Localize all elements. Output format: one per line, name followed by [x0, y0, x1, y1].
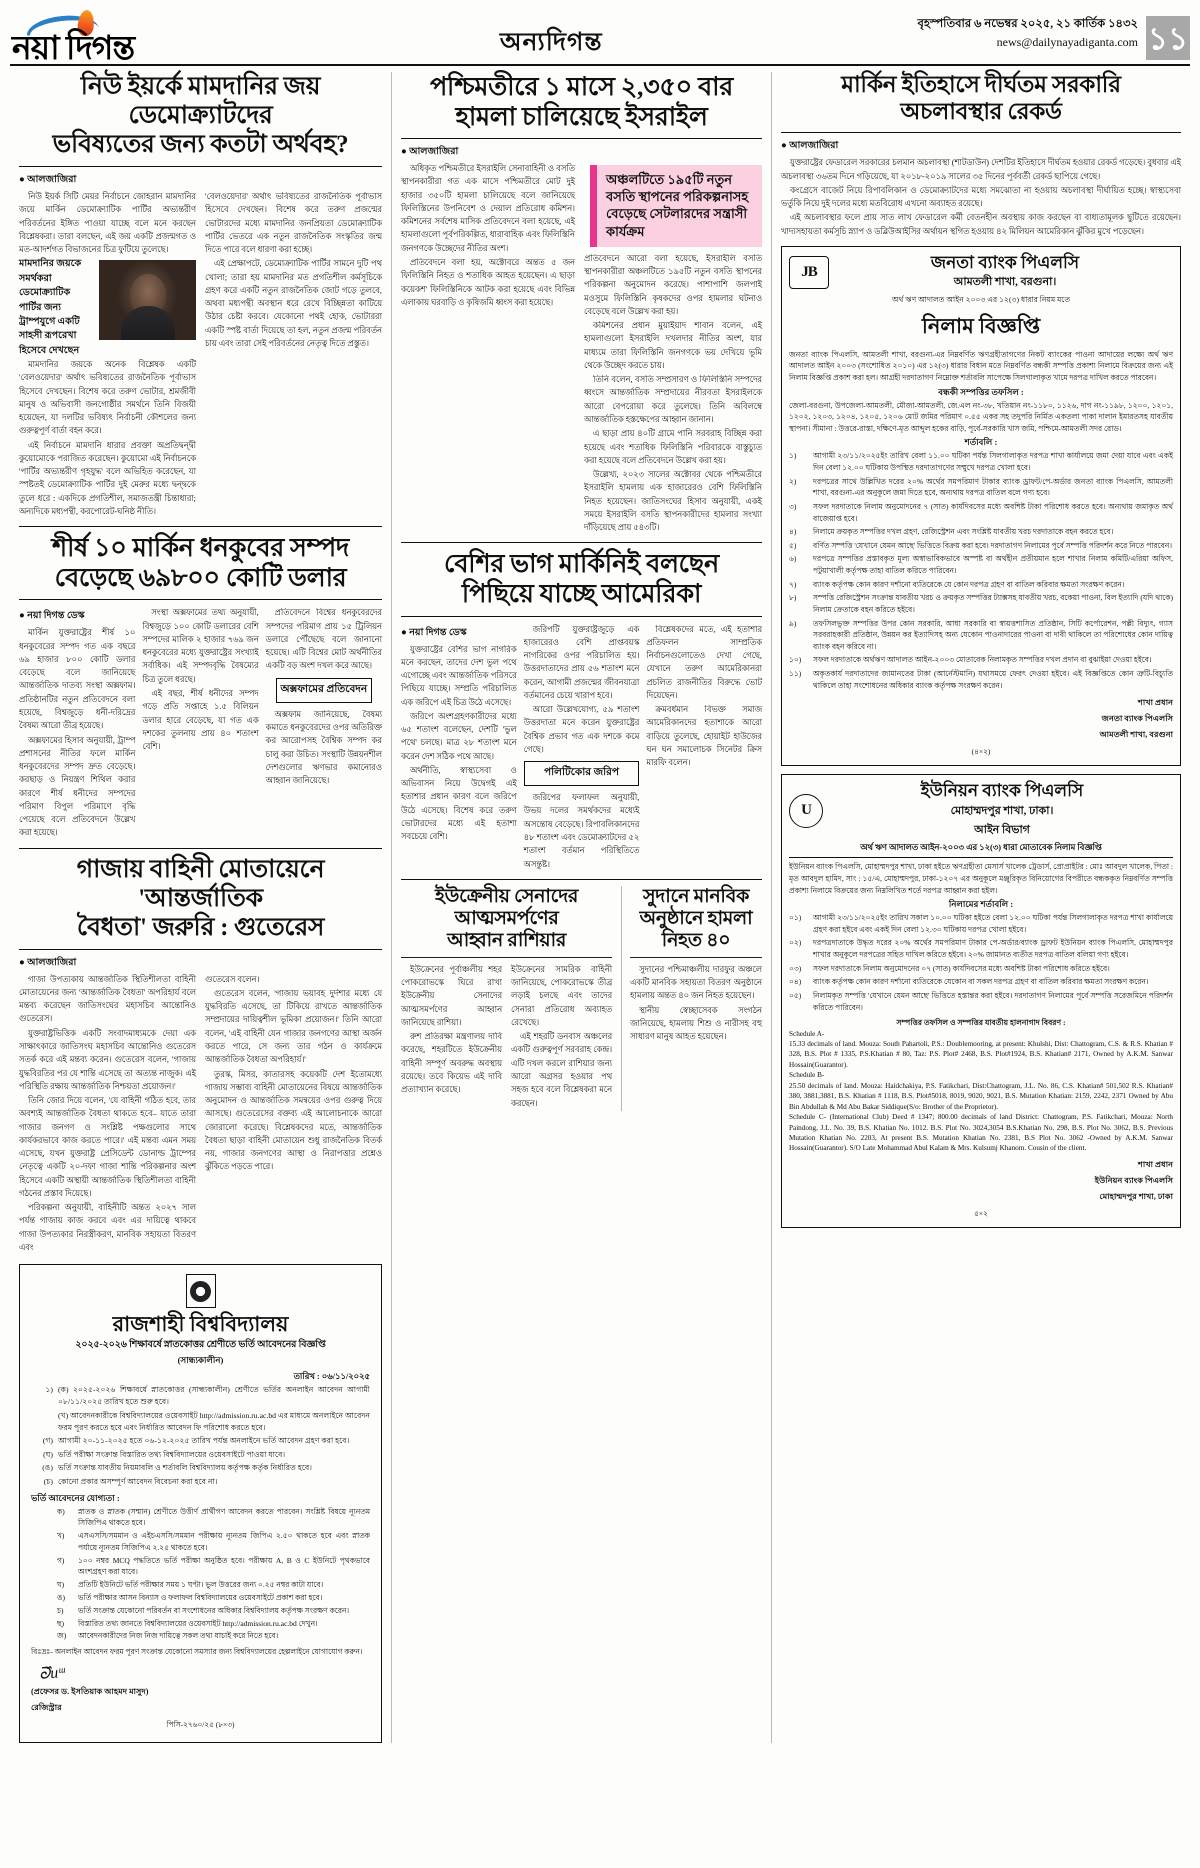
ad-section-title: ভর্তি আবেদনের যোগ্যতা : [31, 1492, 120, 1503]
column-1 [10, 72, 391, 1743]
section-divider [401, 879, 762, 880]
schedule-line: 25.50 decimals of land. Mouza: Haidchakiya, P.S. Fatikchari, Dist:Chattogram, J.L. No. 86, C.S. Khatian# 501,502 R.S. Khatian# 380, 3881,3881, B.S. Khatian # 1118, B.S. Plot#5018, 8019, 9020, 9021, B.S. Mutation Khatian: 2159, 2242, 2371 Owned by Abu Bin Abdullah & Md Abu Bakar Siddique(S/o: Brother of the Proprietor). [789, 1081, 1173, 1111]
list-item: ৬) দরপত্রে সম্পত্তির প্রস্তাবকৃত মূল্য অস্বাভাবিকভাবে অস্পষ্ট বা অর্থহীন প্রতীয়মান হলে শাখার নিলাম কমিটি/এরিয়া অফিস, পটুয়াখালী কর্তৃপক্ষ তাহা বাতিল করিতে পারিবেন। [789, 554, 1173, 576]
signature-sub-2: মোহাম্মদপুর শাখা, ঢাকা [1099, 1191, 1173, 1201]
ad-title: নিলাম বিজ্ঞপ্তি [921, 313, 1041, 338]
headline-line-3: নিহত ৪০ [661, 929, 731, 951]
dateline: বৃহস্পতিবার ৬ নভেম্বর ২০২৫, ২১ কার্তিক ১৪৩২ [917, 18, 1138, 30]
paragraph: প্রতিবেদনে আরো বলা হয়েছে, ইসরাইলি বসতি স্থাপনকারীরা অঞ্চলটিতে ১৯৫টি নতুন বসতি স্থাপনের পরিকল্পনা অনুমোদন করেছে। পাশাপাশি জলপাই মওসুমে ফিলিস্তিনি কৃষকদের ওপর হামলার ঘটনাও বেড়েছে বলে উল্লেখ করা হয়। [584, 253, 762, 316]
paragraph: যুক্তরাষ্ট্রের ফেডারেল সরকারের চলমান অচলাবস্থা (শাটডাউন) দেশটির ইতিহাসে দীর্ঘতম হওয়ার রেকর্ড গড়েছে। বুধবার এই অচলাবস্থা ৩৬তম দিনে গড়িয়েছে, যা ২০১৮-২০১৯ সালের ৩৫ দিনের পূর্ববর্তী রেকর্ড ছাপিয়ে গেছে। [781, 158, 1181, 181]
section-divider [19, 848, 382, 849]
headline-line-2: বৈধতা' জরুরি : গুতেরেস [76, 913, 325, 941]
paragraph: মার্কিন যুক্তরাষ্ট্রের শীর্ষ ১০ ধনকুবেরের সম্পদ গত এক বছরে ৬৯ হাজার ৮০০ কোটি ডলার বেড়েছে বলে জানিয়েছে আন্তর্জাতিক দাতব্য সংস্থা অক্সফাম। প্রতিষ্ঠানটির নতুন প্রতিবেদনে বলা হয়েছে, বিশ্বজুড়ে ধনী-দরিদ্রের বৈষম্য আরো তীব্র হয়েছে। [19, 628, 136, 731]
headline-line-2: অচলাবস্থার রেকর্ড [900, 98, 1062, 124]
photo-caption: মামদানির জয়কে সমর্থকরা ডেমোক্র্যাটিক পার্টির জন্য ট্রাম্পযুগে একটি সাহসী রূপরেখা হিসেবে দেখছেন [19, 258, 82, 356]
signature-glyph: ᘐ᷈ᴎᵚ [38, 1664, 66, 1684]
body-col-b [205, 973, 382, 1256]
paragraph: সংস্থা অক্সফামের তথ্য অনুযায়ী, বিশ্বজুড়ে ১০০ কোটি ডলারের বেশি সম্পদের মালিক ২ হাজার ৭৬৯ জন ধনকুবেরের মধ্যে যুক্তরাষ্ট্রের সংখ্যাই সর্বাধিক। এই সম্পদবৃদ্ধি বৈষম্যের চিত্র তুলে ধরছে। [142, 608, 259, 684]
ad-terms-heading: শর্তাবলি : [964, 437, 998, 448]
contact-email[interactable]: news@dailynayadiganta.com [996, 35, 1138, 50]
janata-bank-logo-icon: JB [789, 256, 829, 289]
list-item: খ) এসএসসি/সমমান ও এইচএসসি/সমমান পরীক্ষায় ন্যূনতম জিপিএ ২.৫০ থাকতে হবে এবং স্নাতক পর্যায়ে ন্যূনতম সিজিপিএ ২.২৫ থাকতে হবে। [57, 1531, 370, 1552]
body-col-c [646, 623, 762, 872]
logo-text: নয়া দিগন্ত [12, 31, 135, 67]
list-item: ১) আগামী ২৩/১১/২০২৫ইং তারিখ বেলা ১১.০০ ঘটিকা পর্যন্ত সিলগালাকৃত দরপত্র শাখা কার্যালয়ে জমা দেয়া যাবে এবং একই দিন বেলা ১২.০০ ঘটিকায় উপস্থিত দরদাতাগণের সম্মুখে দরপত্র খোলা হবে। [789, 451, 1173, 473]
paragraph: উল্লেখ্য, ২০২৩ সালের অক্টোবর থেকে পশ্চিমতীরে ইসরাইলি হামলায় এক হাজারেরও বেশি ফিলিস্তিনি নিহত হয়েছেন। জাতিসংঘের হিসাব অনুযায়ী, একই সময়ে ইসরাইলি বসতি স্থাপনকারীদের হামলার সংখ্যা দাঁড়িয়েছে প্রায় ৫৪৩টি। [584, 470, 762, 533]
paragraph: 'বেলওয়েদার' অর্থাৎ ভবিষ্যতের রাজনৈতিক পূর্বাভাস হিসেবে দেখছেন। বিশেষ করে তরুণ প্রজন্মের ভোটারদের মধ্যে মামদানির জনপ্রিয়তা ডেমোক্র্যাটিক পার্টির ভেতরে এক নতুন রাজনৈতিক সংস্কৃতির জন্ম দিতে পারে বলে ধারণা করা হচ্ছে। [205, 192, 382, 255]
paragraph: জরিপে অংশগ্রহণকারীদের মধ্যে ৬৫ শতাংশ বলেছেন, দেশটি 'ভুল পথে' চলছে। মাত্র ২৮ শতাংশ মনে করেন দেশ সঠিক পথে আছে। [401, 711, 517, 761]
body-col-b [511, 963, 612, 1111]
ad-header-text [837, 253, 1173, 292]
ad-subtitle: ২০২৫-২০২৬ শিক্ষাবর্ষে স্নাতকোত্তর শ্রেণীতে ভর্তি আবেদনের বিজ্ঞপ্তি [75, 1340, 326, 1351]
body-col-c [266, 606, 382, 840]
signature-name: (প্রফেসর ড. ইসতিয়াক আহমদ মাসুদ) [31, 1687, 149, 1697]
list-item: (গ) আগামী ২০-১১-২০২৫ হতে ০৬-১২-২০২৫ তারিখ পর্যন্ত অনলাইনে ভর্তি আবেদন গ্রহণ করা হবে। [42, 1436, 350, 1446]
body-col-a [401, 963, 502, 1111]
headline-line-2: অনুষ্ঠানে হামলা [639, 907, 753, 929]
paragraph: যুক্তরাষ্ট্রভিত্তিক একটি সংবাদমাধ্যমকে দেয়া এক সাক্ষাৎকারে জাতিসংঘ মহাসচিব আন্তোনিও গুতেরেস সতর্ক করে এই মন্তব্য করেন। গুতেরেস বলেন, 'গাজায় যুদ্ধবিরতির পর যে শান্তি এসেছে তা অত্যন্ত নাজুক। এই পরিস্থিতি রক্ষায় আন্তর্জাতিক নিশ্চয়তা প্রয়োজন।' [19, 1028, 196, 1091]
article-headline [781, 72, 1181, 125]
paragraph: বিশ্লেষকদের মতে, এই হতাশার প্রতিফলন সাম্প্রতিক নির্বাচনগুলোতেও দেখা গেছে, যেখানে তরুণ আমেরিকানরা প্রচলিত রাজনীতির বিরুদ্ধে ভোট দিয়েছেন। [646, 624, 763, 700]
paragraph: অক্সফাম জানিয়েছে, বৈষম্য কমাতে ধনকুবেরদের ওপর অতিরিক্ত কর আরোপসহ বৈশ্বিক সম্পদ কর চালু করা উচিত। সংস্থাটি উন্নয়নশীল দেশগুলোর ঋণভার কমানোরও আহ্বান জানিয়েছে। [265, 709, 382, 786]
list-item: ৯) তফসিলভুক্ত সম্পত্তির উপর কোন সরকারি, আধা সরকারি বা স্বায়ত্তশাসিত প্রতিষ্ঠান, সিটি কর্পোরেশন, পল্লী বিদ্যুৎ, গ্যাস সরবরাহকারী প্রতিষ্ঠান, উন্নয়ন কর ইত্যাদিসহ অন্য যেকোন পাওনাদারের পাওনা বা দাবী থাকিলে তা পরিশোধের কোন দায়িত্ব ব্যাংক বহন করিবে না। [789, 618, 1173, 651]
ad-signature [789, 697, 1173, 742]
byline: ● আলজাজিরা [19, 174, 77, 185]
list-item: ১) (ক) ২০২৫-২০২৬ শিক্ষাবর্ষে স্নাতকোত্তর (সান্ধ্যকালীন) শ্রেণীতে ভর্তির অনলাইন আবেদন আগামী ০৮/১১/২০২৫ তারিখ হতে শুরু হবে। [45, 1385, 370, 1407]
paragraph: তুরস্ক, মিসর, কাতারসহ কয়েকটি দেশ ইতোমধ্যে গাজায় সম্ভাব্য বাহিনী মোতায়েনের বিষয়ে আন্তর্জাতিক অনুমোদন ও আন্তর্জাতিক সমন্বয়ের ওপর গুরুত্ব দিয়ে আসছে। গুতেরেসের বক্তব্য এই আলোচনাকে আরো জোরালো করেছে। বিশ্লেষকদের মতে, আন্তর্জাতিক বৈধতা ছাড়া বাহিনী মোতায়েন শুধু রাজনৈতিক বিতর্ক নয়, গাজার জনগণের আস্থা ও নিরাপত্তার প্রশ্নেও ঝুঁকিতে পড়তে পারে। [205, 1069, 382, 1172]
article-headline [401, 886, 612, 952]
kicker-tag: অক্সফামের প্রতিবেদন [276, 678, 373, 703]
list-item: ৮) সম্পত্তি রেজিস্ট্রেশন সংক্রান্ত যাবতীয় খরচ ও ক্রয়কৃত সম্পত্তির ট্যাক্সসহ যাবতীয় খরচ, বকেয়া পাওনা, বিল ইত্যাদি (যদি থাকে) নিলাম ক্রেতাকে বহন করিতে হইবে। [789, 593, 1173, 614]
paragraph: আরো উল্লেখযোগ্য, ৫৯ শতাংশ উত্তরদাতা মনে করেন যুক্তরাষ্ট্রের বৈশ্বিক প্রভাব গত এক দশকে কমে গেছে। [523, 705, 640, 754]
byline: ● আলজাজিরা [401, 146, 459, 158]
article-headline [630, 886, 762, 952]
ad-branch-dept: আইন বিভাগ [974, 823, 1030, 836]
paragraph: জরিপের ফলাফল অনুযায়ী, উভয় দলের সমর্থকদের মধ্যেই অসন্তোষ বেড়েছে। রিপাবলিকানদের ৪৮ শতাংশ এবং ডেমোক্র্যাটদের ৫২ শতাংশ বর্তমান পরিস্থিতিতে অসন্তুষ্ট। [523, 793, 640, 869]
ad-subtitle-2: (সান্ধ্যকালীন) [177, 1355, 224, 1366]
list-item: (ঘ) ভর্তি পরীক্ষা সংক্রান্ত বিস্তারিত তথ্য বিশ্ববিদ্যালয়ের ওয়েবসাইটে পাওয়া যাবে। [43, 1449, 286, 1459]
paragraph: প্রতিবেদনে বিশ্বের ধনকুবেরদের সম্পদের পরিমাণ প্রায় ১৫ ট্রিলিয়ন ডলারে পৌঁছেছে বলে জানানো হয়েছে। এটি বিশ্বের মোট অর্থনীতির একটি বড় অংশ দখল করে আছে। [265, 608, 382, 671]
list-item: ১০) সফল দরদাতাকে অর্থঋণ আদালত আইন-২০০৩ মোতাবেক নিলামকৃত সম্পত্তির দখল প্রদান বা বুঝাইয়া দেওয়া হইবে। [789, 655, 1152, 665]
body-col-b [524, 623, 640, 872]
headline-rule [19, 166, 382, 167]
headline-rule [401, 138, 762, 139]
article-headline [401, 549, 762, 608]
ad-divider [789, 857, 1173, 858]
headline-line-2: ভবিষ্যতের জন্য কতটা অর্থবহ? [52, 131, 349, 158]
list-item: (ঙ) ভর্তি সংক্রান্ত যাবতীয় নিয়মাবলি ও শর্তাবলি বিশ্ববিদ্যালয় কর্তৃপক্ষ কর্তৃক নির্ধারিত হবে। [42, 1463, 313, 1473]
paragraph: জরিপটি যুক্তরাষ্ট্রজুড়ে এক হাজারেরও বেশি প্রাপ্তবয়স্ক নাগরিকের ওপর পরিচালিত হয়। উত্তরদাতাদের প্রায় ৫৬ শতাংশ মনে করেন, আগামী প্রজন্মের জীবনযাত্রা বর্তমানের চেয়ে খারাপ হবে। [523, 624, 640, 700]
byline: ● আলজাজিরা [781, 140, 839, 152]
ad-header [789, 253, 1173, 292]
ad-footer-code: ৫×২ [974, 1208, 988, 1218]
schedule-line: Schedule C- (International Club) Deed # 1347; 800.00 decimals of land District: Chattogram, P.S. Fatikchari, Mouza: North Paindong, J.L. No. 39, B.S. Khatian No. 1012. B.S. Plot No. 3024,3054 B.S.Khatian No. 298, B.S. Plot No. 3062, B.S. Previous Mutation Khatian No. 2203, At present B.S. Mutation Khatian No. 2381, B.S Plot No. 3062 -Owned by A.K.M. Sanwar Hossain(Guarantor). S/O Late Mohammad Abul Kalam & Mrs. Kulsumj Khanom. Cousin of the client. [789, 1113, 1173, 1153]
headline-line-1: শীর্ষ ১০ মার্কিন ধনকুবের সম্পদ [52, 533, 349, 563]
list-item: ৩) সফল দরদাতাকে নিলাম অনুমোদনের ৭ (সাত) কার্যদিবসের মধ্যে অবশিষ্ট টাকা পরিশোধ করতে হবে। অন্যথায় জমাকৃত অর্থ বাজেয়াপ্ত হবে। [789, 501, 1173, 523]
article-headline [19, 533, 382, 592]
ad-branch: মোহাম্মদপুর শাখা, ঢাকা। [950, 804, 1054, 817]
article-body [19, 190, 382, 519]
article-ukraine [401, 886, 612, 1111]
article-guterres [19, 855, 382, 1256]
list-item: গ) ১০০ নম্বর MCQ পদ্ধতিতে ভর্তি পরীক্ষা অনুষ্ঠিত হবে। পরীক্ষায় A, B ও C ইউনিটে পৃথকভাবে অংশগ্রহণ করা যাবে। [57, 1555, 370, 1576]
masthead [10, 8, 1190, 67]
ad-bank-name: ইউনিয়ন ব্যাংক পিএলসি [920, 781, 1084, 801]
ad-branch: আমতলী শাখা, বরগুনা। [953, 276, 1057, 289]
headline-rule [630, 957, 762, 958]
ad-institution-name: রাজশাহী বিশ্ববিদ্যালয় [112, 1312, 289, 1337]
ad-footer-code: পিসি-২৭৬০/২৫ (৮×৩) [166, 1720, 235, 1730]
kicker-tag: পলিটিকোর জরিপ [524, 761, 640, 786]
paragraph: অক্সফামের হিসাব অনুযায়ী, ট্রাম্প প্রশাসনের নীতির ফলে মার্কিন ধনকুবেরদের সম্পদ দ্রুত বেড়েছে। করছাড় ও নিয়ন্ত্রণ শিথিল করার কারণে শীর্ষ ধনীদের সম্পদের পরিমাণ বিপুল পরিমাণে বৃদ্ধি পেয়েছে বলে প্রতিবেদনে উল্লেখ করা হয়েছে। [19, 735, 136, 838]
article-headline [401, 72, 762, 131]
article-shutdown [781, 72, 1181, 238]
masthead-right [918, 8, 1190, 60]
ad-terms-list [31, 1384, 370, 1488]
paragraph: কংগ্রেসে বাজেট নিয়ে রিপাবলিকান ও ডেমোক্র্যাটদের মধ্যে সমঝোতা না হওয়ায় অচলাবস্থা দীর্ঘায়িত হচ্ছে। স্বাস্থ্যসেবা ভর্তুকি নিয়ে দুই দলের মধ্যে মতবিরোধ এখনো অব্যাহত রয়েছে। [781, 185, 1181, 209]
paragraph: এই নির্বাচনে মামদানি ধারার প্রবক্তা অপ্রতিদ্বন্দ্বী কুয়োমোকে পরাজিত করেছেন। কুয়োমো এই নির্বাচনকে 'পার্টির অভ্যন্তরীণ গৃহযুদ্ধ' বলে অভিহিত করেছেন, যা স্পষ্টতই ডেমোক্র্যাটিক পার্টির দুই মেরুর মধ্যে দ্বন্দ্বকে তুলে ধরে : একদিকে প্রগতিশীল, সমাজতন্ত্রী চিন্তাধারা; অন্যদিকে মধ্যপন্থী, করপোরেট-ঘনিষ্ঠ নীতি। [19, 440, 196, 516]
body-col-a [19, 606, 135, 840]
headline-line-1: ইউক্রেনীয় সেনাদের আত্মসমর্পণের [434, 885, 579, 929]
list-item: ০৩) সফল দরদাতাকে নিলাম অনুমোদনের ০৭ (সাত) কার্যদিবসের মধ্যে অবশিষ্ট টাকা পরিশোধ করিতে হইবে। [789, 963, 1110, 973]
article-headline [19, 855, 382, 942]
small-stories-row [401, 886, 762, 1111]
ad-eligibility-list [31, 1506, 370, 1642]
paragraph: তিনি বলেন, বসতি সম্প্রসারণ ও ফিলিস্তিনি সম্পদের ধ্বংসে আন্তর্জাতিক সম্প্রদায়ের নীরবতা ইসরাইলকে আরো বেপরোয়া করে তুলেছে। তিনি অবিলম্বে আন্তর্জাতিক হস্তক্ষেপের আহ্বান জানান। [584, 375, 762, 424]
article-sudan [621, 886, 762, 1111]
paragraph: স্থানীয় স্বেচ্ছাসেবক সংগঠন জানিয়েছে, হামলায় শিশু ও নারীসহ বহু সাধারণ মানুষ আহত হয়েছেন। [630, 1005, 762, 1042]
signature-sub: ইউনিয়ন ব্যাংক পিএলসি [1094, 1175, 1173, 1185]
byline: ● নয়া দিগন্ত ডেস্ক [19, 610, 85, 622]
paragraph: পরিকল্পনা অনুযায়ী, বাহিনীটি অন্তত ২০২৭ সাল পর্যন্ত গাজায় কাজ করবে এবং এর দায়িত্বে থাকবে গাজা উপত্যকার নিরস্ত্রীকরণ, মানবিক সহায়তা বিতরণ এবং [19, 1203, 196, 1252]
article-westbank [401, 72, 762, 535]
ad-schedule-en [789, 1029, 1173, 1154]
list-item: ঙ) ভর্তি পরীক্ষার আসন বিন্যাস ও ফলাফল বিশ্ববিদ্যালয়ের ওয়েবসাইটে প্রকাশ করা হবে। [57, 1592, 323, 1602]
ad-note: বিঃদ্রঃ- অনলাইন আবেদন ফরম পূরণ সংক্রান্ত যেকোনো সমস্যার জন্য বিশ্ববিদ্যালয়ের হেল্পলাইনে যোগাযোগ করুন। [31, 1646, 363, 1656]
ad-law-reference: অর্থ ঋণ আদালত আইন-২০০৩ এর ১২(৩) ধারা মোতাবেক নিলাম বিজ্ঞপ্তি [860, 842, 1102, 852]
ad-terms-heading: নিলামের শর্তাবলি : [948, 899, 1014, 910]
headline-rule [401, 957, 612, 958]
paragraph: রুশ প্রতিরক্ষা মন্ত্রণালয় দাবি করেছে, শহরটিতে ইউক্রেনীয় বাহিনী সম্পূর্ণ অবরুদ্ধ অবস্থায় রয়েছে। তবে কিয়েভ এই দাবি প্রত্যাখ্যান করেছে। [401, 1032, 503, 1095]
column-3 [771, 72, 1190, 1743]
paragraph: এই শহরটি ডনবাস অঞ্চলের একটি গুরুত্বপূর্ণ সরবরাহ কেন্দ্র। এটি দখল করলে রাশিয়ার জন্য আরো অগ্রসর হওয়ার পথ সহজ হবে বলে বিশ্লেষকরা মনে করছেন। [511, 1032, 613, 1108]
ad-union-bank [781, 774, 1181, 1228]
ad-terms-list [789, 912, 1173, 1013]
headline-rule [19, 599, 382, 600]
article-photo [99, 260, 196, 340]
headline-line-1: মার্কিন ইতিহাসে দীর্ঘতম সরকারি [841, 72, 1121, 97]
headline-line-1: পশ্চিমতীরে ১ মাসে ২,৩৫০ বার [430, 72, 733, 101]
paragraph: গুতেরেস বলেন, 'গাজায় ভয়াবহ দুর্দশার মধ্যে যে যুদ্ধবিরতি এসেছে, তা টিকিয়ে রাখতে আন্তর্জাতিক সম্প্রদায়ের দায়িত্বশীল ভূমিকা প্রয়োজন।' তিনি আরো বলেন, 'এই বাহিনী যেন গাজার জনগণের আস্থা অর্জন করতে পারে, সে জন্য তার গঠন ও কার্যক্রমে আন্তর্জাতিক বৈধতা অপরিহার্য।' [205, 988, 382, 1065]
ad-signature [31, 1665, 370, 1715]
headline-line-1: নিউ ইয়র্কে মামদানির জয় ডেমোক্র্যাটদের [80, 73, 321, 129]
list-item: চ) ভর্তি সংক্রান্ত যেকোনো পরিবর্তন বা সংশোধনের অধিকার বিশ্ববিদ্যালয় কর্তৃপক্ষ সংরক্ষণ করেন। [57, 1605, 350, 1615]
signature-title: রেজিস্ট্রার [31, 1703, 62, 1713]
seal-inner [190, 1281, 211, 1302]
ad-bank-name: জনতা ব্যাংক পিএলসি [930, 252, 1080, 272]
ad-header [789, 781, 1173, 839]
list-item: ২) দরপত্রের সাথে উল্লিখিত দরের ২০% অর্থের সমপরিমাণ টাকার ব্যাংক ড্রাফট/পে-অর্ডার জনতা ব্যাংক পিএলসি, আমতলী শাখা, বরগুনা-এর অনুকূলে জমা দিতে হবে, অন্যথায় দরপত্র বাতিল বলে গণ্য হবে। [789, 476, 1173, 498]
paragraph: নিউ ইয়র্ক সিটি মেয়র নির্বাচনে জোহরান মামদানির জয়ে মার্কিন ডেমোক্র্যাটিক পার্টির অভ্যন্তরীণ পরিবর্তনের ইঙ্গিত পাওয়া যাচ্ছে বলে মনে করছেন বিশ্লেষকরা। তারা বলছেন, এই জয় একটি প্রজন্মগত ও মত-আদর্শগত বিভাজনের চিত্র ফুটিয়ে তুলেছে। [19, 192, 196, 255]
list-item: ছ) বিস্তারিত তথ্য জানতে বিশ্ববিদ্যালয়ের ওয়েবসাইট http://admission.ru.ac.bd দেখুন। [57, 1618, 318, 1628]
ad-footer-code: (৪×২) [971, 747, 991, 757]
column-2 [391, 72, 771, 1743]
page-columns [10, 72, 1190, 1743]
paragraph: কমিশনের প্রধান মুয়াইয়াদ শাবান বলেন, এই হামলাগুলো ইসরাইলি দখলদার নীতির অংশ, যার মাধ্যমে তারা ফিলিস্তিনি জনগণকে ভয় দেখিয়ে ভূমি থেকে উচ্ছেদ করতে চায়। [584, 321, 762, 370]
paragraph: এ ছাড়া প্রায় ৪০টি গ্রামে পানি সরবরাহ বিচ্ছিন্ন করা হয়েছে এবং শতাধিক ফিলিস্তিনি পরিবারকে বাস্তুচ্যুত করা হয়েছে বলে প্রতিবেদনে উল্লেখ করা হয়। [584, 429, 762, 465]
headline-line-2: হামলা চালিয়েছে ইসরাইল [455, 101, 708, 131]
publication-logo[interactable] [10, 8, 225, 67]
headline-rule [19, 949, 382, 950]
list-item: ০১) আগামী ২৩/১১/২০২৫ইং তারিখ সকাল ১০.০০ ঘটিকা হইতে বেলা ১২.০০ ঘটিকা পর্যন্ত সিলগালাকৃত দরপত্র শাখা কার্যালয়ে গ্রহণ করা হইবে এবং একই দিন বেলা ১২.৩০ ঘটিকায় দরপত্র খোলা হইবে। [789, 913, 1173, 934]
paragraph: তিনি জোর দিয়ে বলেন, 'যে বাহিনী গঠিত হবে, তার অবশ্যই আন্তর্জাতিক বৈধতা থাকতে হবে– যাতে তারা গাজার জনগণ ও সংশ্লিষ্ট পক্ষগুলোর সাথে কার্যকরভাবে কাজ করতে পারে।' এই মন্তব্য এমন সময় এসেছে, যখন যুক্তরাষ্ট্র প্রেসিডেন্ট ডোনাল্ড ট্রাম্পের নেতৃত্বে একটি ২০-দফা গাজা শান্তি পরিকল্পনার অংশ হিসেবে একটি অস্থায়ী আন্তর্জাতিক স্থিতিশীলতা বাহিনী গঠনের প্রস্তাব দিয়েছে। [19, 1096, 196, 1198]
signature-sub: জনতা ব্যাংক পিএলসি [1101, 714, 1173, 724]
article-body [401, 162, 762, 535]
article-mamdani [19, 72, 382, 519]
signature-sub-2: আমতলী শাখা, বরগুনা [1099, 730, 1173, 740]
paragraph: প্রতিবেদনে বলা হয়, অক্টোবরে অন্তত ৫ জন ফিলিস্তিনি নিহত ও শতাধিক আহত হয়েছেন। এ ছাড়া কয়েকশ' ফিলিস্তিনিকে আটক করা হয়েছে এবং বিভিন্ন এলাকায় ঘরবাড়ি ও কৃষিজমি ধ্বংস করা হয়েছে। [401, 258, 575, 307]
ad-schedule-heading: সম্পত্তির তফসিল ও সম্পত্তির যাবতীয় হালনাগাদ বিবরণ : [896, 1018, 1066, 1028]
ad-terms-list [789, 450, 1173, 691]
paragraph: গুতেরেস বলেন। [205, 974, 260, 984]
list-item: ৫) বর্ণিত সম্পত্তি 'যেখানে যেমন আছে' ভিত্তিতে বিক্রয় করা হবে। দরদাতাগণ নিলামের পূর্বে সম্পত্তি পরিদর্শন করে নিতে পারবেন। [789, 540, 1173, 550]
paragraph: ইউক্রেনের পূর্বাঞ্চলীয় শহর পোকরোভস্কে ঘিরে রাখা ইউক্রেনীয় সেনাদের আত্মসমর্পণের আহ্বান জানিয়েছে রাশিয়া। [401, 964, 503, 1027]
headline-line-2: আহ্বান রাশিয়ার [447, 929, 566, 951]
byline: ● নয়া দিগন্ত ডেস্ক [401, 626, 467, 638]
ad-schedule-heading: বন্ধকী সম্পত্তির তফসিল : [938, 386, 1024, 397]
paragraph: যুক্তরাষ্ট্রের বেশির ভাগ নাগরিক মনে করছেন, তাদের দেশ ভুল পথে এগোচ্ছে এবং আন্তর্জাতিক পরিসরে পিছিয়ে যাচ্ছে। সম্প্রতি পরিচালিত এক জরিপে এই চিত্র উঠে এসেছে। [401, 644, 517, 707]
article-body [401, 963, 612, 1111]
paragraph: অর্থনীতি, স্বাস্থ্যসেবা ও অভিবাসন নিয়ে উদ্বেগই এই হতাশার প্রধান কারণ বলে জরিপে উঠে এসেছে। বিশেষ করে তরুণ ভোটারদের মধ্যে এই হতাশা সবচেয়ে বেশি। [401, 765, 517, 842]
list-item: (খ) আবেদনকারীকে বিশ্ববিদ্যালয়ের ওয়েবসাইট http://admission.ru.ac.bd এর মাধ্যমে অনলাইনে আবেদন ফরম পূরণ করতে হবে এবং নির্ধারিত আবেদন ফি পরিশোধ করতে হবে। [58, 1410, 371, 1432]
ad-rajshahi-university [19, 1264, 382, 1743]
byline: ● আলজাজিরা [19, 956, 77, 968]
paragraph: গাজা উপত্যকায় আন্তর্জাতিক স্থিতিশীলতা বাহিনী মোতায়েনের জন্য 'আন্তর্জাতিক বৈধতা' অপরিহার্য বলে মন্তব্য করেছেন জাতিসংঘের মহাসচিব আন্তোনিও গুতেরেস। [19, 974, 196, 1024]
article-headline [19, 72, 382, 159]
section-divider [19, 526, 382, 527]
headline-line-1: গাজায় বাহিনী মোতায়েনে 'আন্তর্জাতিক [76, 855, 325, 912]
schedule-line: Schedule A- [789, 1029, 825, 1038]
body-col-b [205, 190, 382, 519]
paragraph: মামদানির জয়কে অনেক বিশ্লেষক একটি 'বেলওয়েদার' অর্থাৎ ভবিষ্যতের রাজনৈতিক পূর্বাভাস হিসেবে দেখছেন। বিশেষ করে তরুণ ভোটার, শ্রমজীবী মানুষ ও অভিবাসী জনগোষ্ঠীর সমর্থনে তিনি বিজয়ী হয়েছেন, যা দলটির ভবিষ্যৎ নির্বাচনী কৌশলের জন্য গুরুত্বপূর্ণ বার্তা বহন করে। [19, 360, 196, 436]
headline-line-2: পিছিয়ে যাচ্ছে আমেরিকা [461, 578, 702, 608]
section-title: অন্যদিগন্ত [499, 29, 603, 56]
body-col-b [142, 606, 258, 840]
schedule-line: Schedule B- [789, 1071, 825, 1080]
headline-rule [401, 616, 762, 617]
paragraph: এই প্রেক্ষাপটে, ডেমোক্র্যাটিক পার্টির সামনে দুটি পথ খোলা; তারা হয় মামদানির মত প্রগতিশীল কর্মসূচিকে গ্রহণ করে একটি নতুন রাজনৈতিক জোট গড়ে তুলবে, অথবা মধ্যপন্থী অবস্থান ধরে রেখে বিচ্ছিন্নতা কাটিয়ে উঠার চেষ্টা করবে। যেকোনো পথই হোক, ভোটাররা একটি স্পষ্ট বার্তা দিয়েছে তা হল, নতুন প্রজন্ম পরিবর্তন চায় এবং তারা সেই পরিবর্তনের নেতৃত্ব দিতে প্রস্তুত। [205, 259, 382, 348]
ad-date: তারিখ : ০৬/১১/২০২৫ [293, 1372, 370, 1382]
body-col-b [584, 162, 762, 535]
list-item: জ) আবেদনকারীদের নিজ নিজ দায়িত্বে সকল তথ্য যাচাই করে নিতে হবে। [57, 1631, 279, 1641]
article-poll [401, 549, 762, 871]
callout-text: অঞ্চলটিতে ১৯৫টি নতুন বসতি স্থাপনের পরিকল্পনাসহ বেড়েছে সেটলারদের সন্ত্রাসী কার্যক্রম [606, 172, 749, 239]
headline-rule [781, 132, 1181, 133]
article-billionaires [19, 533, 382, 840]
masthead-meta [918, 16, 1138, 51]
paragraph: ইউক্রেনের সামরিক বাহিনী জানিয়েছে, পোকরোভস্কে তীব্র লড়াই চলছে এবং তাদের সেনারা প্রতিরোধ অব্যাহত রেখেছে। [511, 964, 613, 1027]
ad-intro: ইউনিয়ন ব্যাংক পিএলসি, মোহাম্মদপুর শাখা, ঢাকা হইতে ঋণগ্রহীতা মেসার্স খালেক ট্রেডার্স, প্রোপ্রাইটর : মোঃ আবদুল খালেক, পিতা : মৃত আবদুল হামিদ, সাং : ১৫/এ, মোহাম্মদপুর, ঢাকা-১২০৭ এর অনুকূলে মঞ্জুরিকৃত বিনিয়োগের বিপরীতে বন্ধককৃত নিম্নবর্ণিত সম্পত্তি প্রকাশ্য নিলামে বিক্রয়ের জন্য নিম্নলিখিত শর্তে দরপত্র আহ্বান করা হইল। [789, 862, 1173, 895]
headline-line-1: সুদানে মানবিক [643, 885, 750, 907]
ad-schedule-text: জেলা-বরগুনা, উপজেলা-আমতলী, মৌজা-আমতলী, জে.এল নং-৩৮, খতিয়ান নং-১১৮০, ১১২৬, দাগ নং-১১৯৮, ১২০০, ১২০১, ১২০২, ১২০৩, ১২০৪, ১২০৫, ১২০৬ মোট জমির পরিমাণ ০.৫৫ একর সহ তদুপরি নির্মিত একতলা পাকা দালান ইমারতসহ যাবতীয় স্থাপনা। সীমানা : উত্তরে-রাস্তা, দক্ষিণে-মৃত আব্দুল হকের বাড়ি, পূর্বে-সরকারি খাস জমি, পশ্চিমে-আমতলী সদর রোড। [789, 400, 1173, 433]
body-col-a [19, 190, 196, 519]
list-item: ঘ) প্রতিটি ইউনিটে ভর্তি পরীক্ষার সময় ১ ঘণ্টা। ভুল উত্তরের জন্য ০.২৫ নম্বর কাটা যাবে। [57, 1579, 324, 1589]
list-item: ১১) অকৃতকার্য দরদাতাদের জামানতের টাকা (আর্নেস্টমানি) যথাসময়ে ফেরৎ দেওয়া হইবে। এই বিজ্ঞপ্তিতে কোন ত্রুটি-বিচ্যুতি থাকিলে তাহা সংশোধনের অধিকার ব্যাংক কর্তৃপক্ষ সংরক্ষণ করেন। [789, 669, 1173, 690]
paragraph: এই অচলাবস্থার ফলে প্রায় সাত লাখ ফেডারেল কর্মী বেতনহীন অবস্থায় কাজ করছেন বা বাধ্যতামূলক ছুটিতে রয়েছেন। খাদ্যসহায়তা কর্মসূচি স্ন্যাপ ও ডব্লিউআইসির অর্থায়ন স্থগিত হওয়ায় ৪২ মিলিয়ন আমেরিকান ঝুঁকির মুখে পড়েছেন। [781, 213, 1181, 236]
list-item: ০২) দরপত্রদাতাকে উদ্ধৃত দরের ২০% অর্থের সমপরিমাণ টাকার পে-অর্ডার/ব্যাংক ড্রাফট ইউনিয়ন ব্যাংক পিএলসি, মোহাম্মদপুর শাখার অনুকূলে দরপত্রের সহিত দাখিল করিতে হইবে। ২০% জামানত ব্যতীত দরপত্র বাতিল বলিয়া গণ্য হইবে। [789, 938, 1173, 960]
list-item: ৪) নিলামে ক্রয়কৃত সম্পত্তির দখল গ্রহণ, রেজিস্ট্রেশন এবং সংশ্লিষ্ট যাবতীয় খরচ দরদাতাকে বহন করতে হবে। [789, 527, 1114, 537]
ad-header-text [831, 781, 1173, 839]
list-item: ০৫) নিলামকৃত সম্পত্তি 'যেখানে যেমন আছে' ভিত্তিতে হস্তান্তর করা হইবে। দরদাতাগণ নিলামের পূর্বে সম্পত্তি সরেজমিনে পরিদর্শন করিতে পারিবেন। [789, 990, 1173, 1012]
signature-name: শাখা প্রধান [1138, 1159, 1173, 1169]
list-item: ০৪) ব্যাংক কর্তৃপক্ষ কোন কারণ দর্শানো ব্যতিরেকে যেকোন বা সকল দরপত্র গ্রহণ বা বাতিল করিবার ক্ষমতা সংরক্ষণ করেন। [789, 977, 1149, 987]
photo-figure [99, 260, 196, 340]
article-body [19, 973, 382, 1256]
list-item: (চ) কোনো প্রকার অসম্পূর্ণ আবেদন বিবেচনা করা হবে না। [43, 1476, 218, 1486]
headline-line-1: বেশির ভাগ মার্কিনিই বলছেন [444, 549, 719, 579]
ad-intro: জনতা ব্যাংক পিএলসি, আমতলী শাখা, বরগুনা-এর নিম্নবর্ণিত ঋণগ্রহীতাগণের নিকট ব্যাংকের পাওনা আদায়ের লক্ষ্যে অর্থ ঋণ আদালত আইন ২০০৩ (সংশোধিত ২০১০) এর ১২(৩) ধারার বিধান মতে নিম্নবর্ণিত বন্ধকী সম্পত্তি প্রকাশ্য নিলামে বিক্রয়ের জন্য এই নিলাম বিজ্ঞপ্তি প্রকাশ করা হল। আগ্রহী দরদাতাগণ নিম্নোক্ত শর্তাবলি সাপেক্ষে সিলগালাকৃত খামে দরপত্র দাখিল করতে পারবেন। [789, 349, 1173, 382]
schedule-line: 15.33 decimals of land. Mouza: South Pahartoli, P.S.: Doublemooring, at present: Khulshi, Dist: Chattogram, C.S. & R.S. Khatian # 328, B.S. Plot # 1335, P.S.Khatian # 80, Taz: P.S. Plot# 2468, B.S. Plot#1924, B.S. Khatian# 2171, Owned by A.K.M. Sanwar Hossain(Guarantor). [789, 1040, 1173, 1069]
section-divider [401, 542, 762, 543]
paragraph: সুদানের পশ্চিমাঞ্চলীয় দারফুর অঞ্চলে একটি মানবিক সহায়তা বিতরণ অনুষ্ঠানে হামলায় অন্তত ৪০ জন নিহত হয়েছেন। [630, 964, 762, 1001]
headline-line-2: বেড়েছে ৬৯৮০০ কোটি ডলার [54, 562, 347, 592]
paragraph: অধিকৃত পশ্চিমতীরে ইসরাইলি সেনাবাহিনী ও বসতি স্থাপনকারীরা গত এক মাসে পশ্চিমতীরে মোট দুই হাজার ৩৫০টি হামলা চালিয়েছে বলে জানিয়েছে ফিলিস্তিনের উপনিবেশ ও দেয়াল প্রতিরোধ কমিশন। কমিশনের সর্বশেষ মাসিক প্রতিবেদনে বলা হয়েছে, এই হামলাগুলো পূর্বপরিকল্পিত, ধারাবাহিক এবং ফিলিস্তিনি জনগণকে উচ্ছেদের নীতির অংশ। [401, 164, 575, 253]
union-bank-logo-icon: U [789, 794, 823, 828]
article-body [19, 606, 382, 840]
body-col-a [401, 623, 517, 872]
body-col-a [19, 973, 196, 1256]
page-number-badge: ১১ [1146, 16, 1190, 60]
body-col-a [401, 162, 575, 535]
list-item: ক) স্নাতক ও স্নাতক (সম্মান) শ্রেণীতে উত্তীর্ণ প্রার্থীগণ আবেদন করতে পারবেন। সংশ্লিষ্ট বিষয়ে ন্যূনতম সিজিপিএ থাকতে হবে। [57, 1506, 370, 1528]
article-body [401, 623, 762, 872]
ad-janata-bank [781, 246, 1181, 766]
paragraph: এই বছর, শীর্ষ ধনীদের সম্পদ গড়ে প্রতি সপ্তাহে ১.৫ বিলিয়ন ডলার হারে বেড়েছে, যা গত এক দশকের তুলনায় প্রায় ৪০ শতাংশ বেশি। [142, 689, 259, 752]
signature-name: শাখা প্রধান [1138, 698, 1173, 708]
ad-law-reference: অর্থ ঋণ আদালত আইন ২০০৩ এর ১২(৩) ধারার নিয়ম মতে [891, 295, 1071, 305]
university-seal-icon [186, 1274, 216, 1308]
ad-signature [789, 1159, 1173, 1204]
list-item: ৭) ব্যাংক কর্তৃপক্ষ কোন কারণ দর্শানো ব্যতিরেকে যে কোন দরপত্র গ্রহণ বা বাতিল করিবার ক্ষমতা সংরক্ষণ করেন। [789, 579, 1125, 589]
paragraph: ক্রমবর্ধমান বিভক্ত সমাজ আমেরিকানদের হতাশাকে আরো বাড়িয়ে তুলেছে, হোয়াইট হাউজের ঘন ঘন সমালোচক সিনেটর ক্রিস মারফি বলেন। [646, 705, 763, 768]
